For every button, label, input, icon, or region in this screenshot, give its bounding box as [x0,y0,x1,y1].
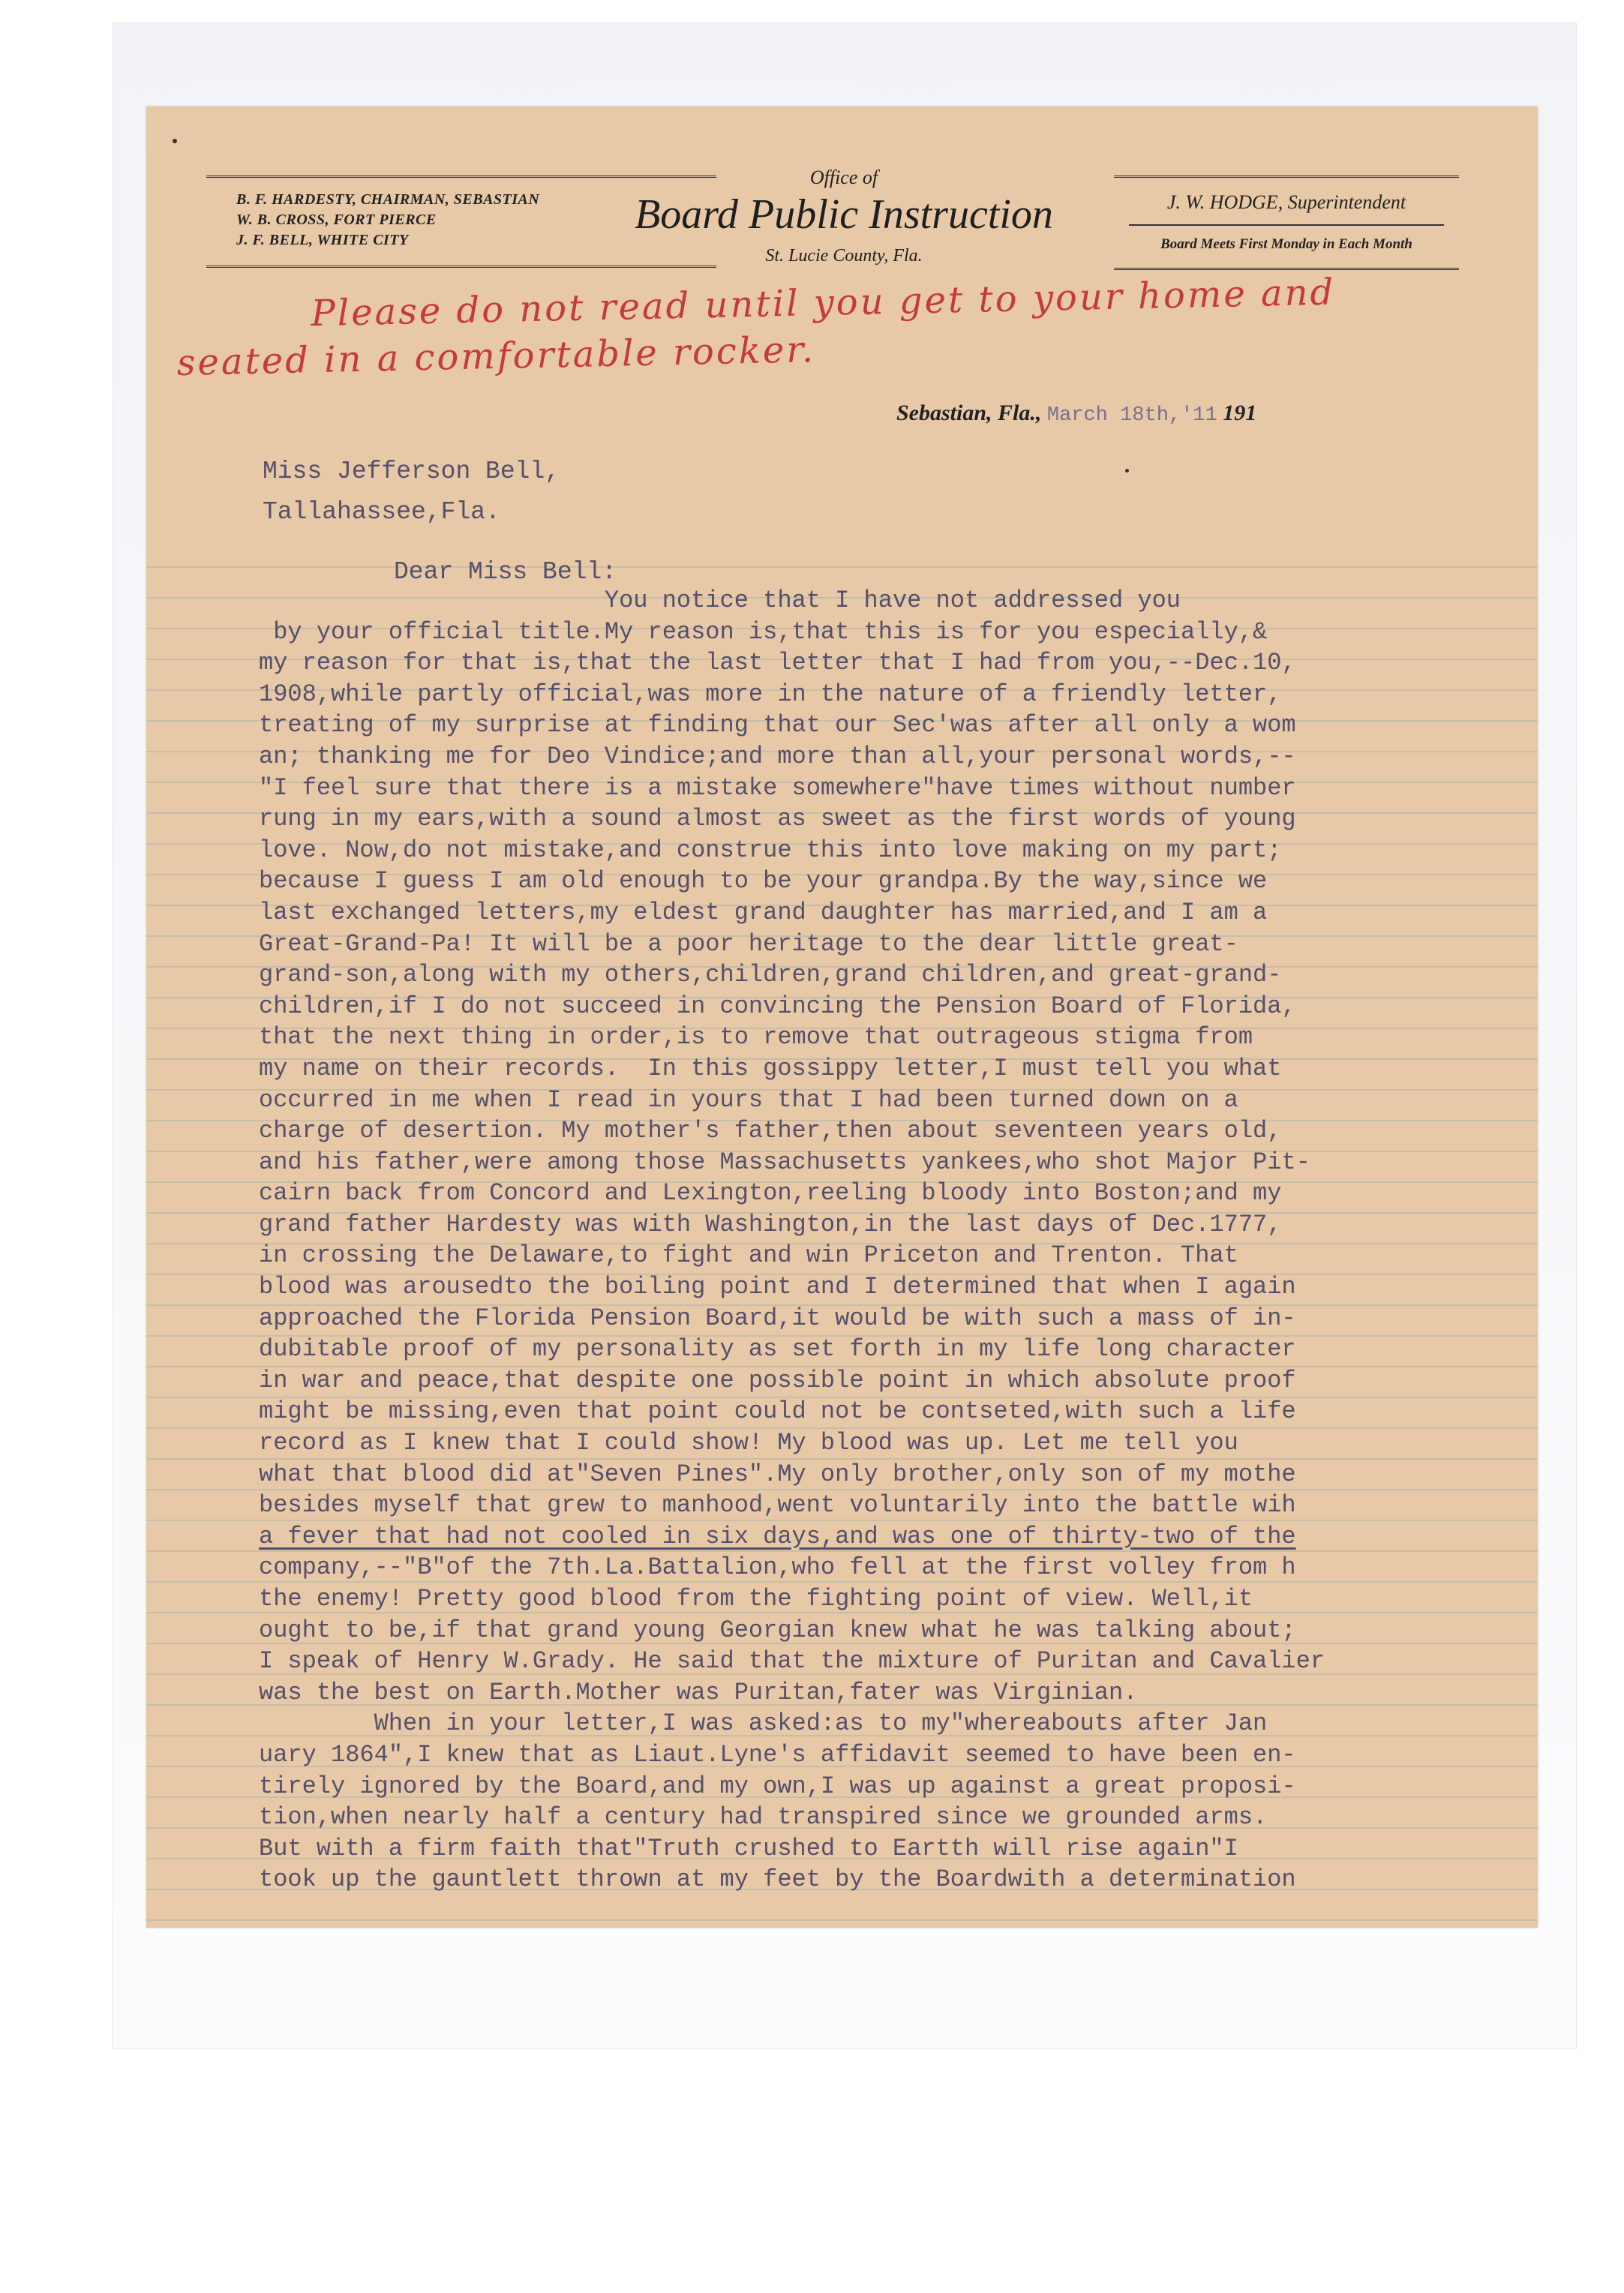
handwritten-note-line: Please do not read until you get to your home and [310,271,1336,335]
board-meeting-note: Board Meets First Monday in Each Month [1160,236,1412,252]
letterhead-center [611,167,1076,266]
board-member-line: J. F. BELL, WHITE CITY [236,232,409,248]
body-line: what that blood did at"Seven Pines".My only brother,only son of my mothe [259,1460,1296,1488]
body-line: record as I knew that I could show! My blood was up. Let me tell you [259,1429,1238,1457]
body-line: children,if I do not succeed in convincing the Pension Board of Florida, [259,992,1296,1020]
body-line: last exchanged letters,my eldest grand daughter has married,and I am a [259,898,1268,926]
board-member-line: B. F. HARDESTY, CHAIRMAN, SEBASTIAN [236,191,540,208]
body-line: in crossing the Delaware,to fight and win Priceton and Trenton. That [259,1241,1238,1270]
body-line: tirely ignored by the Board,and my own,I was up against a great proposi- [259,1772,1296,1800]
body-line: love. Now,do not mistake,and construe this into love making on my part; [259,836,1282,864]
board-member-line: W. B. CROSS, FORT PIERCE [236,212,437,228]
letter-page [146,107,1538,1928]
recipient-city: Tallahassee,Fla. [263,498,500,526]
dust-speck [1125,469,1129,473]
letter-body [259,585,1534,1895]
body-line: ought to be,if that grand young Georgian knew what he was talking about; [259,1616,1296,1644]
salutation: Dear Miss Bell: [394,558,617,586]
dateline [896,401,1496,427]
body-line: took up the gauntlett thrown at my feet by the Boardwith a determination [259,1865,1296,1894]
body-line: charge of desertion. My mother's father,then about seventeen years old, [259,1117,1282,1145]
body-line: in war and peace,that despite one possible point in which absolute proof [259,1366,1296,1394]
letterhead-superintendent [1114,176,1459,270]
body-line: might be missing,even that point could not be contseted,with such a life [259,1397,1296,1426]
body-line: treating of my surprise at finding that our Sec'was after all only a wom [259,711,1296,740]
body-line: blood was arousedto the boiling point and I determined that when I again [259,1273,1296,1301]
body-line: the enemy! Pretty good blood from the fighting point of view. Well,it [259,1585,1253,1613]
handwritten-note-line: seated in a comfortable rocker. [176,329,816,384]
dateline-year-prefix: 191 [1223,401,1257,425]
body-line-underlined: a fever that had not cooled in six days,and was one of thirty-two of the [259,1522,1296,1550]
body-line: "I feel sure that there is a mistake somewhere"have times without number [259,773,1296,802]
body-line: You notice that I have not addressed you [259,587,1181,614]
body-line: cairn back from Concord and Lexington,reeling bloody into Boston;and my [259,1179,1282,1208]
office-of-label: Office of [809,167,878,188]
recipient-name: Miss Jefferson Bell, [263,458,560,485]
dateline-typed-date: March 18th,'11 [1046,404,1217,427]
body-line: Great-Grand-Pa! It will be a poor heritage to the dear little great- [259,929,1238,958]
body-line: approached the Florida Pension Board,it would be with such a mass of in- [259,1304,1296,1332]
body-line: rung in my ears,with a sound almost as sweet as the first words of young [259,805,1296,833]
body-line: my reason for that is,that the last letter that I had from you,--Dec.10, [259,649,1296,677]
recipient-address [263,452,1538,533]
body-line: by your official title.My reason is,that this is for you especially,& [259,617,1268,646]
body-line: because I guess I am old enough to be your grandpa.By the way,since we [259,867,1268,896]
body-line: an; thanking me for Deo Vindice;and more than all,your personal words,-- [259,742,1296,770]
superintendent-name: J. W. HODGE, Superintendent [1129,191,1444,226]
body-line: occurred in me when I read in yours that I had been turned down on a [259,1085,1238,1114]
body-line: that the next thing in order,is to remove that outrageous stigma from [259,1023,1253,1052]
letterhead-county: St. Lucie County, Fla. [765,246,923,266]
body-line: uary 1864",I knew that as Liaut.Lyne's affidavit seemed to have been en- [259,1740,1296,1769]
body-line: I speak of Henry W.Grady. He said that the mixture of Puritan and Cavalier [259,1647,1325,1676]
body-line: When in your letter,I was asked:as to my"whereabouts after Jan [259,1709,1268,1738]
body-line: But with a firm faith that"Truth crushed to Eartth will rise again"I [259,1834,1238,1862]
dateline-place: Sebastian, Fla., [896,401,1042,425]
body-line: 1908,while partly official,was more in the nature of a friendly letter, [259,680,1282,708]
letterhead-title: Board Public Instruction [635,191,1053,238]
body-line: company,--"B"of the 7th.La.Battalion,who fell at the first volley from h [259,1553,1296,1582]
body-line: my name on their records. In this gossippy letter,I must tell you what [259,1054,1282,1082]
body-line: grand father Hardesty was with Washington,in the last days of Dec.1777, [259,1210,1282,1238]
body-line: dubitable proof of my personality as set forth in my life long character [259,1335,1296,1364]
body-line: tion,when nearly half a century had transpired since we grounded arms. [259,1803,1268,1832]
dust-speck [173,139,177,143]
body-line: was the best on Earth.Mother was Puritan,fater was Virginian. [259,1678,1138,1706]
body-line: grand-son,along with my others,children,grand children,and great-grand- [259,961,1282,989]
body-line: besides myself that grew to manhood,went voluntarily into the battle wih [259,1491,1296,1520]
body-line: and his father,were among those Massachusetts yankees,who shot Major Pit- [259,1148,1310,1176]
